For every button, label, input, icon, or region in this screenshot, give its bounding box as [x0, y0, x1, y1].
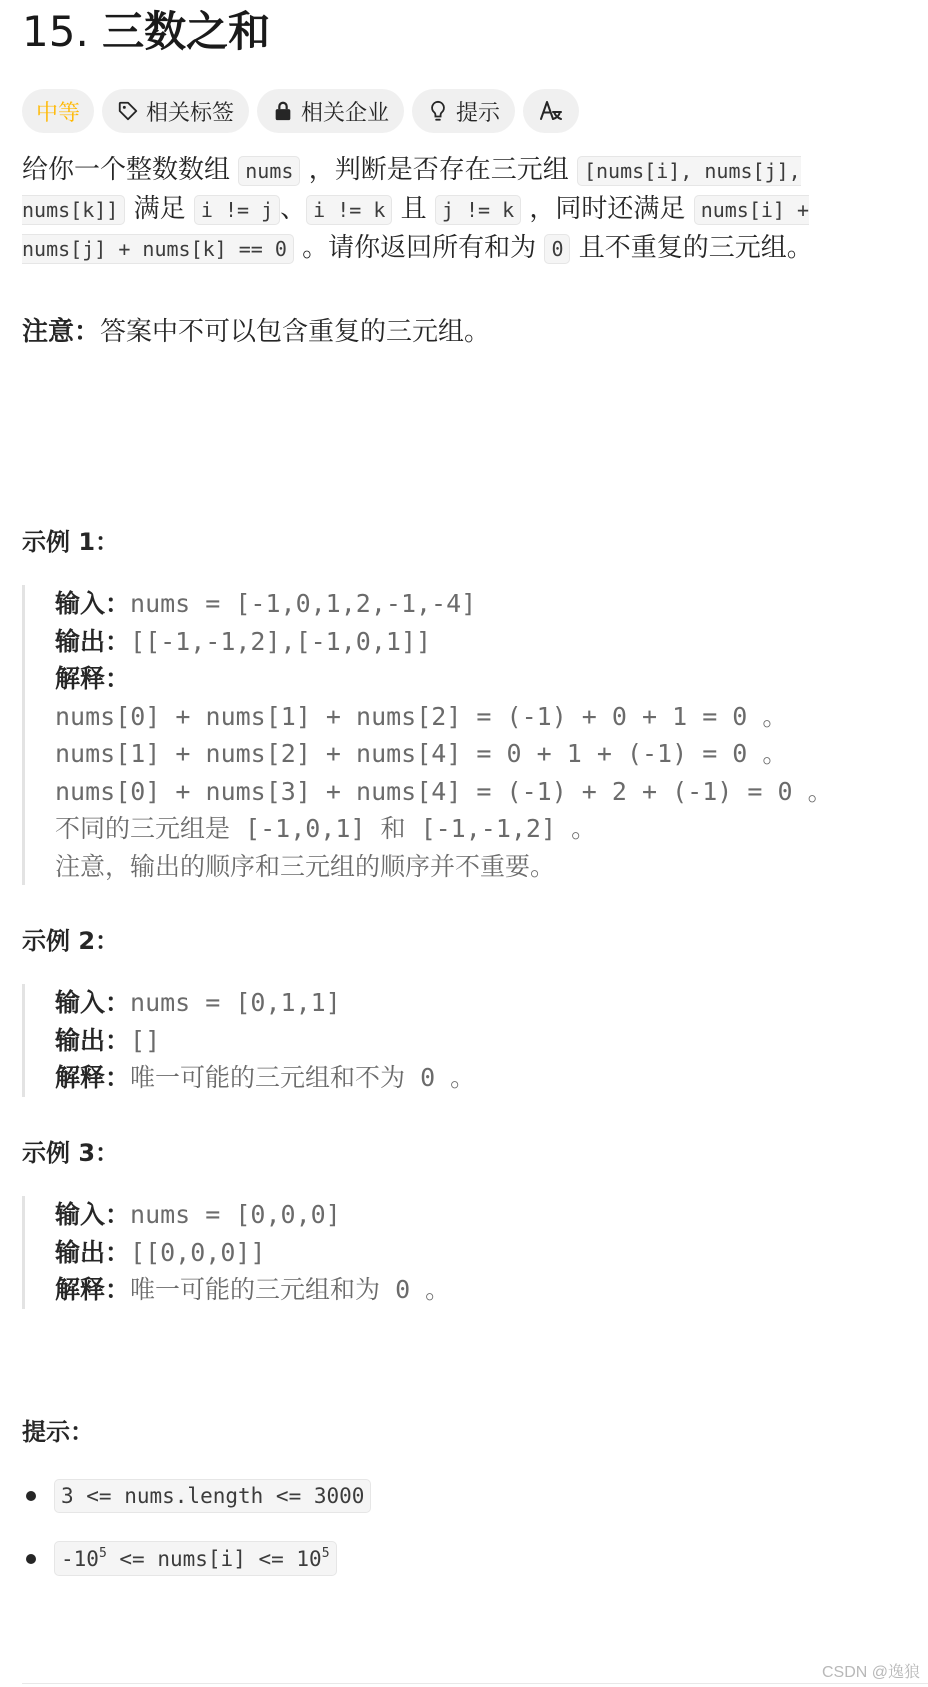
- explain-label: 解释：: [55, 664, 131, 693]
- example-1-explain-line: 注意，输出的顺序和三元组的顺序并不重要。: [55, 851, 556, 881]
- constraint-item: [22, 1541, 337, 1576]
- problem-title: [22, 6, 270, 58]
- constraint-range-hi: <= nums[i] <= 10: [106, 1547, 322, 1571]
- code-sum-zero: nums[i] + nums[j] + nums[k] == 0: [22, 195, 809, 264]
- example-2-block: [22, 984, 475, 1097]
- example-1-input: nums = [-1,0,1,2,-1,-4]: [130, 589, 477, 618]
- translate-button[interactable]: [523, 89, 579, 133]
- example-1-title: 示例 1：: [22, 528, 120, 556]
- example-1-block: [22, 585, 833, 885]
- difficulty-label: 中等: [36, 100, 81, 126]
- bullet: [26, 1491, 36, 1501]
- translate-icon: [538, 98, 564, 124]
- example-2-input: nums = [0,1,1]: [130, 988, 341, 1017]
- lock-icon: [272, 100, 294, 122]
- hint-label: 提示: [456, 100, 501, 126]
- output-label: 输出：: [55, 626, 131, 656]
- note: [22, 313, 852, 351]
- desc-text: 且不重复的三元组。: [570, 233, 813, 263]
- explain-label: 解释：: [55, 1063, 131, 1092]
- constraints-title: 提示：: [22, 1418, 94, 1446]
- divider: [22, 1683, 928, 1684]
- hint-button[interactable]: [412, 89, 515, 133]
- example-1-explain-line: nums[1] + nums[2] + nums[4] = 0 + 1 + (-1) = 0 。: [55, 739, 788, 768]
- constraint-range: [54, 1541, 337, 1576]
- desc-text: 、: [280, 194, 307, 224]
- example-2-title: 示例 2：: [22, 927, 120, 955]
- difficulty-badge[interactable]: [22, 89, 94, 133]
- desc-text: 且: [392, 194, 435, 224]
- watermark: CSDN @逸狼: [821, 1664, 920, 1681]
- exponent: 5: [98, 1546, 107, 1561]
- input-label: 输入：: [55, 589, 131, 618]
- code-j-ne-k: j != k: [435, 195, 521, 225]
- output-label: 输出：: [55, 1237, 131, 1267]
- note-text: 答案中不可以包含重复的三元组。: [100, 317, 491, 347]
- desc-text: 满足: [125, 194, 194, 224]
- related-tags-button[interactable]: [102, 89, 249, 133]
- tag-bar: [22, 89, 579, 133]
- example-1-output: [[-1,-1,2],[-1,0,1]]: [130, 626, 432, 656]
- desc-text: 。请你返回所有和为: [293, 233, 545, 263]
- desc-text: ，同时还满足: [521, 194, 694, 224]
- example-1-explain-line: 不同的三元组是 [-1,0,1] 和 [-1,-1,2] 。: [55, 814, 597, 843]
- desc-text: 给你一个整数数组: [22, 155, 239, 185]
- note-label: 注意：: [22, 317, 101, 347]
- code-nums: nums: [238, 156, 300, 186]
- bullet: [26, 1554, 36, 1564]
- desc-text: ，判断是否存在三元组: [300, 155, 577, 185]
- code-zero: 0: [544, 234, 570, 264]
- explain-label: 解释：: [55, 1275, 131, 1304]
- example-2-output: []: [130, 1025, 161, 1055]
- example-3-output: [[0,0,0]]: [130, 1237, 266, 1267]
- example-3-explanation: 唯一可能的三元组和为 0 。: [130, 1275, 451, 1304]
- problem-description: [22, 151, 852, 268]
- related-tags-label: 相关标签: [146, 100, 235, 126]
- input-label: 输入：: [55, 1200, 131, 1229]
- output-label: 输出：: [55, 1025, 131, 1055]
- example-3-input: nums = [0,0,0]: [130, 1200, 341, 1229]
- code-triple: [nums[i], nums[j], nums[k]]: [22, 156, 801, 225]
- example-3-title: 示例 3：: [22, 1139, 120, 1167]
- example-3-block: [22, 1196, 450, 1309]
- constraint-length: 3 <= nums.length <= 3000: [54, 1479, 371, 1513]
- problem-number: 15.: [22, 7, 89, 56]
- example-1-explain-line: nums[0] + nums[1] + nums[2] = (-1) + 0 + 1 = 0 。: [55, 701, 788, 731]
- code-i-ne-k: i != k: [306, 195, 392, 225]
- lightbulb-icon: [427, 100, 449, 122]
- code-i-ne-j: i != j: [194, 195, 280, 225]
- example-2-explanation: 唯一可能的三元组和不为 0 。: [130, 1063, 476, 1092]
- constraint-range-lo: -10: [61, 1547, 99, 1571]
- example-1-explain-line: nums[0] + nums[3] + nums[4] = (-1) + 2 + (-1) = 0 。: [55, 776, 833, 806]
- problem-name: 三数之和: [102, 7, 271, 56]
- related-companies-button[interactable]: [257, 89, 404, 133]
- tag-icon: [117, 100, 139, 122]
- constraint-item: [22, 1479, 371, 1513]
- related-companies-label: 相关企业: [301, 100, 390, 126]
- exponent: 5: [321, 1546, 330, 1561]
- input-label: 输入：: [55, 988, 131, 1017]
